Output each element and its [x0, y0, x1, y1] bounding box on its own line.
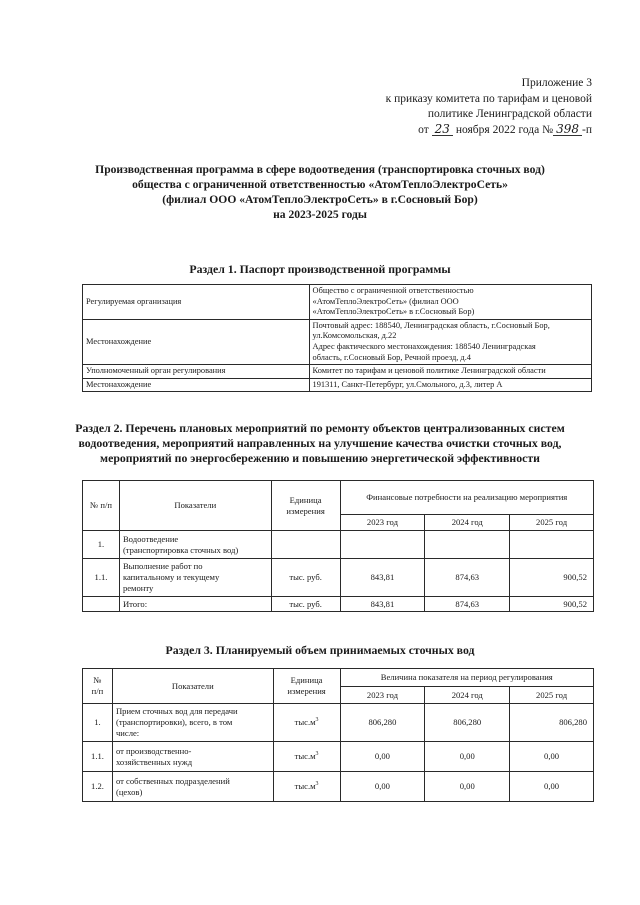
table-row: [83, 742, 594, 772]
table-header-row: [83, 669, 594, 687]
table-row: [83, 559, 594, 597]
row-value: 900,52: [510, 597, 594, 612]
header-unit-line: Единица: [289, 494, 322, 505]
appendix-date-prefix: от: [418, 123, 429, 136]
row-unit: [273, 704, 340, 742]
table-row: [83, 704, 594, 742]
header-num-line: №: [93, 675, 102, 685]
appendix-line4: [386, 123, 592, 139]
row-indicator-line: Водоотведение: [122, 533, 179, 544]
passport-value-line: «АтомТеплоЭлектроСеть» (филиал ООО: [312, 296, 459, 306]
row-value: 900,52: [510, 559, 594, 597]
appendix-line1: Приложение 3: [521, 77, 592, 89]
row-value: 0,00: [340, 742, 425, 772]
wastewater-volume-table: [82, 668, 594, 802]
table-row: [83, 531, 594, 559]
row-unit: [273, 742, 340, 772]
header-num-line: п/п: [91, 686, 104, 696]
appendix-line3: политике Ленинградской области: [427, 108, 592, 120]
title-line1: Производственная программа в сфере водоотведения (транспортировка сточных вод): [95, 163, 545, 176]
unit-superscript: 3: [315, 717, 319, 724]
row-indicator-line: хозяйственных нужд: [115, 756, 193, 767]
section3-heading: Раздел 3. Планируемый объем принимаемых сточных вод: [165, 643, 475, 657]
unit-superscript: 3: [315, 781, 319, 788]
appendix-number-suffix: -п: [582, 123, 592, 136]
row-num: 1.1.: [83, 742, 113, 772]
table-row-total: [83, 597, 594, 612]
header-unit: [273, 669, 340, 704]
passport-value-line: Почтовый адрес: 188540, Ленинградская область, г.Сосновый Бор,: [312, 320, 550, 330]
section2-heading: [60, 421, 580, 466]
row-indicator-line: (транспортировка сточных вод): [122, 544, 239, 555]
row-value: 0,00: [425, 742, 510, 772]
row-unit: тыс. руб.: [271, 597, 340, 612]
header-unit-line: Единица: [290, 675, 323, 685]
row-num: 1.1.: [83, 559, 120, 597]
row-value: 806,280: [510, 704, 594, 742]
header-year: 2024 год: [425, 687, 510, 704]
header-indicator: Показатели: [119, 481, 271, 531]
table-row: [83, 378, 592, 392]
row-indicator: [112, 772, 273, 802]
row-value: 843,81: [340, 559, 425, 597]
title-line2: общества с ограниченной ответственностью «АтомТеплоЭлектроСеть»: [132, 178, 508, 191]
row-value: 0,00: [340, 772, 425, 802]
unit-superscript: 3: [315, 751, 319, 758]
row-value: 806,280: [340, 704, 425, 742]
row-value: [425, 531, 510, 559]
table-header-row: [83, 481, 594, 515]
header-unit-line: измерения: [286, 505, 325, 516]
row-indicator: [119, 559, 271, 597]
table-row: [83, 285, 592, 320]
row-indicator-line: (цехов): [115, 786, 143, 797]
passport-label: Уполномоченный орган регулирования: [83, 365, 310, 379]
passport-value: [309, 285, 591, 320]
header-year: 2023 год: [340, 687, 425, 704]
passport-label: Местонахождение: [83, 319, 310, 364]
row-unit: [271, 531, 340, 559]
appendix-day-handwritten: 23: [432, 123, 453, 136]
row-value: 0,00: [510, 772, 594, 802]
header-year: 2025 год: [510, 687, 594, 704]
document-title: [60, 162, 580, 222]
header-year: 2025 год: [510, 515, 594, 531]
row-value: 806,280: [425, 704, 510, 742]
header-year: 2023 год: [340, 515, 425, 531]
row-value: [340, 531, 425, 559]
passport-value-line: Адрес фактического местонахождения: 188540 Ленинградская: [312, 341, 536, 351]
row-value: 0,00: [425, 772, 510, 802]
row-unit: тыс. руб.: [271, 559, 340, 597]
passport-label: Регулируемая организация: [83, 285, 310, 320]
row-indicator-line: Прием сточных вод для передачи: [115, 706, 238, 716]
appendix-header: [386, 76, 592, 138]
row-indicator-line: числе:: [115, 728, 140, 738]
unit-text: тыс.м: [294, 751, 316, 761]
header-group: Величина показателя на период регулирования: [340, 669, 593, 687]
row-indicator-line: (транспортировки), всего, в том: [115, 717, 233, 727]
measures-table: [82, 480, 594, 612]
row-value: 874,63: [425, 559, 510, 597]
unit-text: тыс.м: [294, 717, 316, 727]
section2-heading-line: мероприятий по энергосбережению и повышению энергетической эффективности: [100, 451, 540, 465]
unit-text: тыс.м: [294, 781, 316, 791]
row-indicator-line: Выполнение работ по: [122, 561, 203, 571]
row-num: 1.2.: [83, 772, 113, 802]
row-num: 1.: [83, 531, 120, 559]
row-num: 1.: [83, 704, 113, 742]
row-indicator: [112, 704, 273, 742]
appendix-number-handwritten: 398: [553, 123, 582, 136]
header-unit-line: измерения: [287, 686, 326, 696]
row-value: 874,63: [425, 597, 510, 612]
appendix-line2: к приказу комитета по тарифам и ценовой: [385, 92, 592, 105]
row-value: 843,81: [340, 597, 425, 612]
row-value: 0,00: [510, 742, 594, 772]
passport-value: 191311, Санкт-Петербург, ул.Смольного, д.3, литер А: [309, 378, 591, 392]
passport-value-line: область, г.Сосновый Бор, Речной проезд, д.4: [312, 352, 471, 362]
passport-value: Комитет по тарифам и ценовой политике Ленинградской области: [309, 365, 591, 379]
section2-heading-line: Раздел 2. Перечень плановых мероприятий по ремонту объектов централизованных систем: [75, 421, 565, 435]
table-row: [83, 365, 592, 379]
passport-value: [309, 319, 591, 364]
row-indicator: [112, 742, 273, 772]
section2-heading-line: водоотведения, мероприятий направленных на улучшение качества очистки сточных вод,: [78, 436, 562, 450]
table-row: [83, 772, 594, 802]
row-indicator: [119, 531, 271, 559]
appendix-date-middle: ноября 2022 года №: [455, 123, 554, 136]
row-num: [83, 597, 120, 612]
section1-heading: Раздел 1. Паспорт производственной программы: [189, 262, 451, 276]
row-indicator-line: от собственных подразделений: [115, 775, 230, 786]
row-indicator-line: ремонту: [122, 583, 154, 593]
header-num: № п/п: [83, 481, 120, 531]
row-unit: [273, 772, 340, 802]
table-row: [83, 319, 592, 364]
passport-value-line: Общество с ограниченной ответственностью: [312, 286, 474, 295]
passport-table: [82, 284, 592, 392]
title-line4: на 2023-2025 годы: [273, 208, 367, 221]
passport-value-line: «АтомТеплоЭлектроСеть» в г.Сосновый Бор): [312, 307, 475, 317]
header-num: [83, 669, 113, 704]
header-group: Финансовые потребности на реализацию мероприятия: [340, 481, 593, 515]
header-unit: [271, 481, 340, 531]
passport-label: Местонахождение: [83, 378, 310, 392]
passport-value-line: ул.Комсомольская, д.22: [312, 331, 397, 341]
row-value: [510, 531, 594, 559]
title-line3: (филиал ООО «АтомТеплоЭлектроСеть» в г.Сосновый Бор): [162, 193, 478, 206]
row-indicator-line: капитальному и текущему: [122, 572, 220, 582]
header-indicator: Показатели: [112, 669, 273, 704]
row-indicator-line: от производственно-: [115, 745, 192, 756]
header-year: 2024 год: [425, 515, 510, 531]
row-indicator: Итого:: [119, 597, 271, 612]
